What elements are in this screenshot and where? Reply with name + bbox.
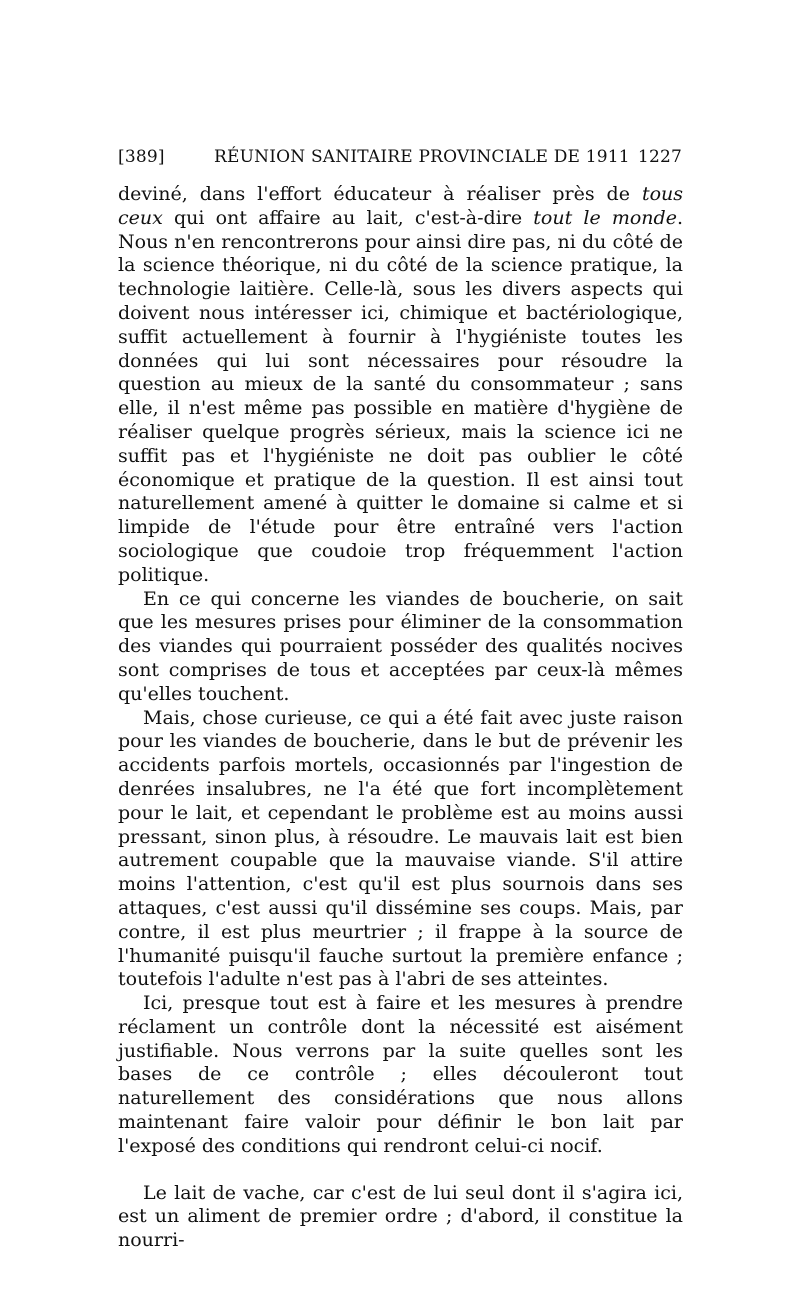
body-text	[118, 183, 683, 1253]
emphasis: tous ceux	[118, 183, 683, 229]
text-run: deviné, dans l'effort éducateur à réaliser près de	[118, 183, 642, 205]
text-run: . Nous n'en rencontrerons pour ainsi dire pas, ni du côté de la science théorique, ni du côté de la science pratique, la technologie laitière. Celle-là, sous les divers aspects qui doivent nous intéresser ici, chimique et bactériologique, suffit actuellement à fournir à l'hygiéniste toutes les données qui lui sont nécessaires pour résoudre la question au mieux de la santé du consommateur ; sans elle, il n'est même pas possible en matière d'hygiène de réaliser quelque progrès sérieux, mais la science ici ne suffit pas et l'hygiéniste ne doit pas oublier le côté économique et pratique de la question. Il est ainsi tout naturellement amené à quitter le domaine si calme et si limpide de l'étude pour être entraîné vers l'action sociologique que coudoie trop fréquemment l'action politique.	[118, 206, 683, 586]
folio-left: [389]	[118, 147, 165, 167]
paragraph-continued	[118, 183, 683, 588]
emphasis: tout le monde	[533, 206, 677, 229]
paragraph: Ici, presque tout est à faire et les mesures à prendre réclament un contrôle dont la nécessité est aisément justifiable. Nous verrons par la suite quelles sont les bases de ce contrôle ; elles découleront tout naturellement des considérations que nous allons maintenant faire valoir pour définir le bon lait par l'exposé des conditions qui rendront celui-ci nocif.	[118, 992, 683, 1157]
paragraph: Mais, chose curieuse, ce qui a été fait avec juste raison pour les viandes de boucherie, dans le but de prévenir les accidents parfois mortels, occasionnés par l'ingestion de denrées insalubres, ne l'a été que fort incomplètement pour le lait, et cependant le problème est au moins aussi pressant, sinon plus, à résoudre. Le mauvais lait est bien autrement coupable que la mauvaise viande. S'il attire moins l'attention, c'est qu'il est plus sournois dans ses attaques, c'est aussi qu'il dissémine ses coups. Mais, par contre, il est plus meurtrier ; il frappe à la source de l'humanité puisqu'il fauche surtout la première enfance ; toutefois l'adulte n'est pas à l'abri de ses atteintes.	[118, 706, 683, 991]
paragraph: Le lait de vache, car c'est de lui seul dont il s'agira ici, est un aliment de premier ordre ; d'abord, il constitue la nourri-	[118, 1181, 683, 1252]
running-title: RÉUNION SANITAIRE PROVINCIALE DE 1911	[214, 147, 630, 167]
paragraph: En ce qui concerne les viandes de boucherie, on sait que les mesures prises pour éliminer de la consommation des viandes qui pourraient posséder des qualités nocives sont comprises de tous et acceptées par ceux-là mêmes qu'elles touchent.	[118, 587, 683, 705]
text-run: qui ont affaire au lait, c'est-à-dire	[162, 206, 534, 229]
page-number: 1227	[637, 147, 682, 167]
running-header	[118, 147, 682, 173]
